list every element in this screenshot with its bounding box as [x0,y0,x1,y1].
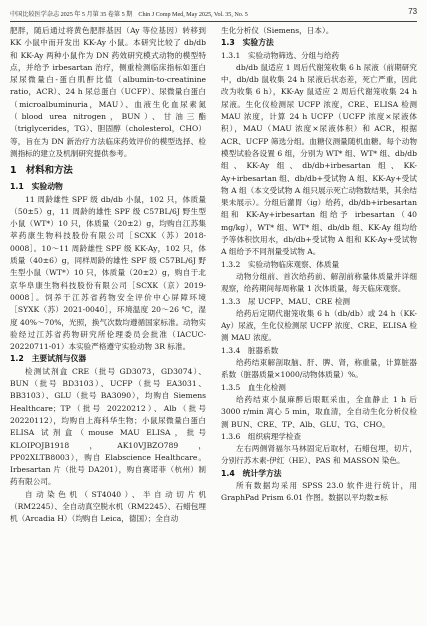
instruments-paragraph: 自动染色机（ST4040）、半自动切片机（RM2245）、全自动真空脱水机（RM2245）、石蜡包埋机（Arcadia H）（均购自 Leica，德国）；全自动 [10,489,206,524]
clinical-observation-paragraph: 动物分组前、首次给药前、解剖前称量体质量并详细观察，给药期间每周称量 1 次体质量，每天临床观察。 [221,271,417,294]
running-header [10,6,417,20]
subheading-histopathology: 1.3.6 组织病理学检查 [221,431,302,441]
subsection-heading-animals: 1.1 实验动物 [10,182,63,192]
screening-paragraph: db/db 鼠适应 1 周后代谢笼收集 6 h 尿液（前期研究中，db/db 鼠收集 24 h 尿液后状态差，死亡严重，因此改为收集 6 h），KK-Ay 鼠适应 2 周后代谢笼收集 24 h 尿液。生化仪检测尿 UCFP 浓度，CRE、ELISA 检测 MAU 浓度，计算 24 h UCFP（UCFP 浓度×尿液体积），MAU（MAU 浓度×尿液体积）和 ACR，根据 ACR、UCFP 筛选分组。血糖仪测量随机血糖。每个动物模型试验各设置 6 组，分别为 WT* 组、WT* 组、db/db 组、KK-Ay 组、db/db+irbesartan 组、KK-Ay+irbesartan 组、db/db+受试物 A 组、KK-Ay+受试物 A 组（本文受试物 A 组只展示死亡动物数结果，其余结果未展示）。分组后灌胃（ig）给药，db/db+irbesartan 组和 KK-Ay+irbesartan 组给予 irbesartan（40 mg/kg），WT* 组、WT* 组、db/db 组、KK-Ay 组均给予等体积饮用水，db/db+受试物 A 组和 KK-Ay+受试物 A 组给予不同剂量受试物 A。 [221,62,417,257]
right-column [221,25,417,623]
subsection-heading-statistics: 1.4 统计学方法 [221,468,282,478]
journal-citation: 中国比较医学杂志 2025 年 5 月第 35 卷第 5 期 Chin J Comp Med, May 2025, Vol. 35, No. 5 [10,11,248,18]
animals-paragraph: 11 周龄雄性 SPF 级 db/db 小鼠，102 只，体质量（50±5）g，11 周龄的雄性 SPF 级 C57BL/6J 野生型小鼠（WT*）10 只，体质量（20±2）g，均购自江苏集萃药康生物科技股份有限公司［SCXK（苏）2018-0008］。10～11 周龄雄性 SPF 级 KK-Ay，102 只，体质量（40±6）g，同样周龄的雄性 SPF 级 C57BL/6J 野生型小鼠（WT*）10 只，体质量（20±2）g，购自于北京华阜康生物科技股份有限公司［SCXK（京）2019-0008］。饲养于江苏省药物安全评价中心屏障环境［SYXK（苏）2021-0040］，环境温度 20～26 ℃，湿度 40%～70%，光照，换气次数均遵循国家标准。动物实验经过江苏省药物研究所伦理委员会批准（IACUC-20220711-01）本实验严格遵守实验动物 3R 标准。 [10,194,206,352]
intro-paragraph: 肥胖，随后通过将黄色肥胖基因（Ay 等位基因）转移到 KK 小鼠中而开发出 KK-Ay 小鼠。本研究比较了 db/db 和 KK-Ay 两种小鼠作为 DN 药效研究模式动物的模型特点，并给予 irbesartan 治疗，侧重检测临床指标如蛋白尿尿微量白-蛋白肌酐比值（albumin-to-creatinine ratio，ACR）、24 h 尿总蛋白（UCFP）、尿微量白蛋白（microalbuminuria，MAU）、血液生化血尿素氮（blood urea nitrogen，BUN）、甘油三酯（triglycerides，TG）、胆固醇（cholesterol，CHO）等，旨在为 DN 新治疗方法临床药效评价的模型选择、检测指标的建立及机制研究提供参考。 [10,26,206,158]
instruments-continued: 生化分析仪（Siemens，日本）。 [221,26,334,35]
subheading-screening-grouping: 1.3.1 实验动物筛选、分组与给药 [221,50,340,60]
section-heading-materials-methods: 1 材料和方法 [10,165,73,177]
organ-coefficient-paragraph: 给药结束解剖取脑、肝、脾、肾，称重量，计算脏器系数（脏器质量×1000/动物体质量）%。 [221,358,417,380]
reagents-paragraph: 检测试剂盒 CRE（批号 GD3073，GD3074）、BUN（批号 BD3103）、UCFP（批号 EA3031、BB3103）、GLU（批号 BA3090），均购自 Siemens Healthcare；TP（批号 20220212）、Alb（批号 20220112），均购自上海科华生物；小鼠尿微量白蛋白 ELISA 试剂盒（mouse MAU ELISA，批号 KLOIPOJB1918，AK10VJBZO789，PP02XLTB8003），购自 Elabscience Healthcare。Irbesartan 片（批号 DA201），购自赛诺菲（杭州）制药有限公司。 [10,366,206,487]
subheading-organ-coefficient: 1.3.4 脏器系数 [221,345,279,355]
histopathology-paragraph: 左右两侧肾福尔马林固定后取材，石蜡包埋，切片，分别行苏木素-伊红（HE）、PAS 和 MASSON 染色。 [221,444,417,466]
subsection-heading-methods: 1.3 实验方法 [221,38,274,48]
statistics-paragraph: 所有数据均采用 SPSS 23.0 软件进行统计，用 GraphPad Prism 6.01 作图。数据以平均数±标 [221,480,417,503]
left-column [10,25,206,623]
subheading-clinical-observation: 1.3.2 实验动物临床观察、体质量 [221,259,340,269]
subsection-heading-reagents: 1.2 主要试剂与仪器 [10,354,87,364]
blood-biochemistry-paragraph: 给药结束小鼠麻醉后眼眶采血，全血静止 1 h 后 3000 r/min 离心 5 min，取血清，全自动生化分析仪检测 BUN、CRE、TP、Alb、GLU、TG、CHO。 [221,394,417,429]
page-number: 73 [408,7,417,16]
urine-tests-paragraph: 给药后定期代谢笼收集 6 h（db/db）或 24 h（KK-Ay）尿液，生化仪检测尿 UCFP 浓度、CRE、ELISA 检测 MAU 浓度。 [221,308,417,343]
subheading-urine-tests: 1.3.3 尿 UCFP、MAU、CRE 检测 [221,296,351,306]
subheading-blood-biochemistry: 1.3.5 血生化检测 [221,382,286,392]
header-rule [10,21,417,22]
